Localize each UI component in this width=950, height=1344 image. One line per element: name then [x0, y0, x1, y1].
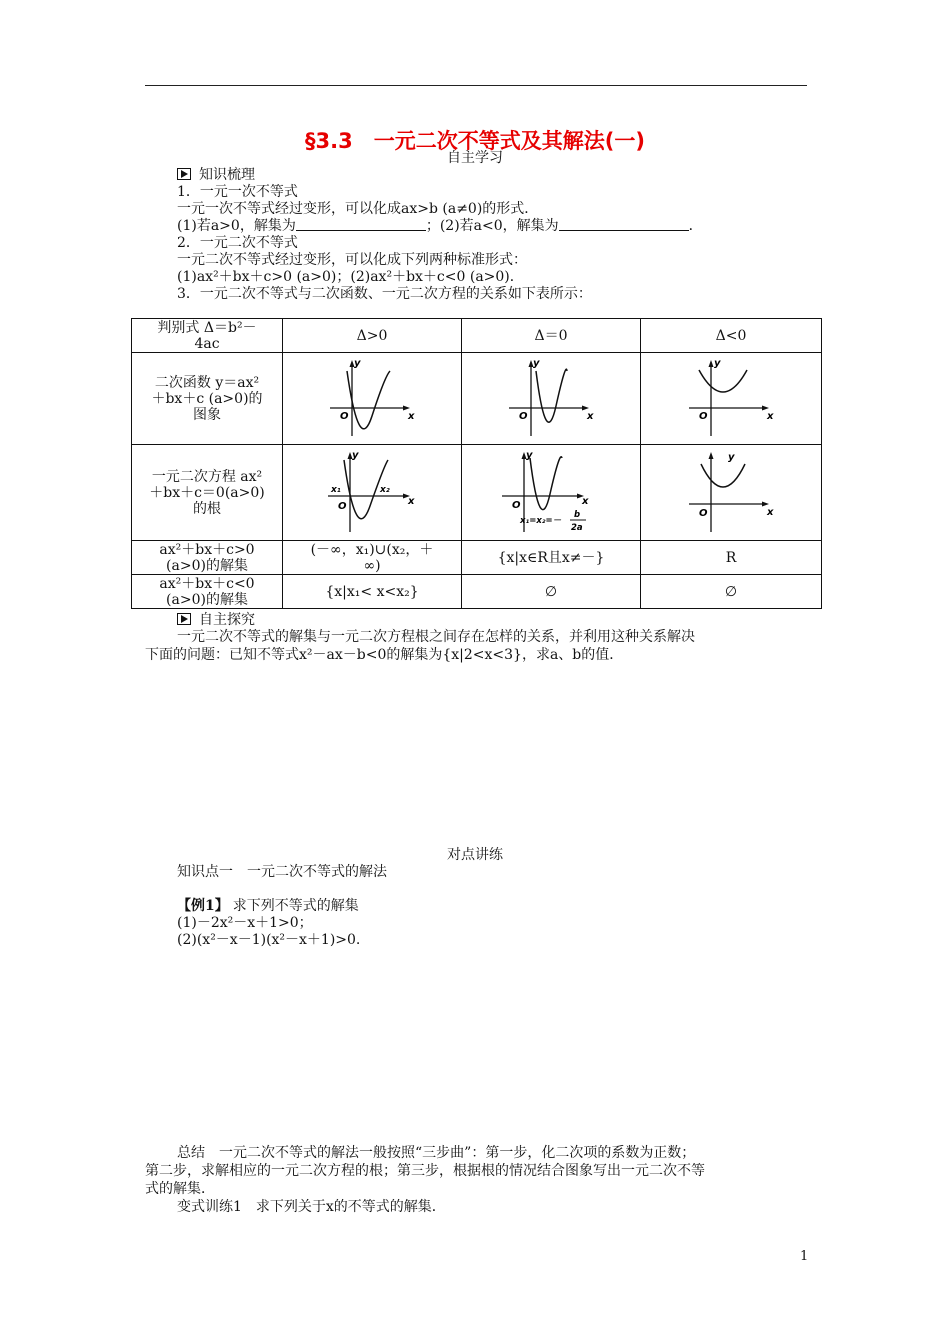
- svg-text:x: x: [408, 410, 415, 422]
- summary-line-3: 式的解集．: [145, 1181, 215, 1197]
- knowledge-point-1: 知识点一 一元二次不等式的解法: [177, 864, 387, 880]
- row-label-roots: 一元二次方程 ax² ＋bx＋c＝0(a>0) 的根: [132, 445, 283, 541]
- svg-text:y: y: [714, 357, 721, 369]
- row-label-gt: ax²＋bx＋c>0 (a>0)的解集: [132, 541, 283, 575]
- knowledge-review-heading: 知识梳理: [177, 167, 255, 183]
- answer-blank[interactable]: [296, 218, 426, 231]
- item2-forms: (1)ax²＋bx＋c>0 (a>0)；(2)ax²＋bx＋c<0 (a>0)．: [177, 269, 524, 285]
- svg-text:2a: 2a: [571, 522, 583, 533]
- svg-text:b: b: [574, 509, 581, 520]
- lt-solution-zero: ∅: [462, 575, 641, 609]
- svg-text:x₁: x₁: [331, 484, 341, 495]
- svg-text:x₁=x₂=－: x₁=x₂=－: [520, 515, 562, 526]
- svg-text:y: y: [526, 449, 533, 461]
- lt-solution-negative: ∅: [641, 575, 822, 609]
- answer-blank[interactable]: [559, 218, 689, 231]
- example-1: 【例1】 求下列不等式的解集: [177, 898, 359, 914]
- item1-text: 一元一次不等式经过变形，可以化成ax>b (a≠0)的形式．: [177, 201, 539, 217]
- svg-text:O: O: [340, 410, 349, 422]
- svg-text:y: y: [533, 357, 540, 369]
- summary-line-1: 总结 一元二次不等式的解法一般按照“三步曲”：第一步，化二次项的系数为正数；: [177, 1145, 696, 1161]
- gt-solution-positive: (－∞，x₁)∪(x₂，＋ ∞): [283, 541, 462, 575]
- svg-text:O: O: [699, 507, 708, 519]
- page-number: 1: [800, 1249, 809, 1264]
- header-delta-zero: Δ＝0: [462, 319, 641, 353]
- play-icon: [177, 168, 191, 180]
- header-rule: [145, 85, 807, 86]
- roots-two: [283, 445, 462, 541]
- svg-text:x₂: x₂: [380, 484, 390, 495]
- svg-text:x: x: [582, 495, 589, 507]
- svg-text:y: y: [354, 357, 361, 369]
- example-1-item-1: (1)－2x²－x＋1>0；: [177, 915, 313, 931]
- svg-text:x: x: [767, 410, 774, 422]
- svg-text:O: O: [699, 410, 708, 422]
- play-icon: [177, 613, 191, 625]
- svg-text:O: O: [519, 410, 528, 422]
- row-label-graph: 二次函数 y＝ax² ＋bx＋c (a>0)的 图象: [132, 353, 283, 445]
- roots-none: [641, 445, 822, 541]
- section-self-study: 自主学习: [447, 150, 503, 166]
- svg-text:x: x: [767, 506, 774, 518]
- svg-text:x: x: [408, 495, 415, 507]
- header-delta-negative: Δ<0: [641, 319, 822, 353]
- gt-solution-zero: {x|x∈R且x≠－}: [462, 541, 641, 575]
- svg-text:y: y: [352, 449, 359, 461]
- gt-solution-negative: R: [641, 541, 822, 575]
- variant-training-1: 变式训练1 求下列关于x的不等式的解集．: [177, 1199, 446, 1215]
- relation-table: [131, 318, 822, 609]
- svg-text:x: x: [587, 410, 594, 422]
- graph-one-root: [462, 353, 641, 445]
- section-practice: 对点讲练: [447, 847, 503, 863]
- lt-solution-positive: {x|x₁< x<x₂}: [283, 575, 462, 609]
- self-explore-heading: 自主探究: [177, 612, 255, 628]
- item2-title: 2．一元二次不等式: [177, 235, 298, 251]
- row-label-lt: ax²＋bx＋c<0 (a>0)的解集: [132, 575, 283, 609]
- item3-title: 3．一元二次不等式与二次函数、一元二次方程的关系如下表所示：: [177, 286, 592, 302]
- item2-text: 一元二次不等式经过变形，可以化成下列两种标准形式：: [177, 252, 527, 268]
- self-explore-text-2: 下面的问题：已知不等式x²－ax－b<0的解集为{x|2<x<3}，求a、b的值．: [145, 647, 624, 663]
- svg-text:y: y: [728, 451, 735, 463]
- example-1-item-2: (2)(x²－x－1)(x²－x＋1)>0.: [177, 932, 361, 948]
- svg-text:O: O: [512, 499, 521, 511]
- header-discriminant: 判别式 Δ＝b²－ 4ac: [132, 319, 283, 353]
- header-delta-positive: Δ>0: [283, 319, 462, 353]
- page-title: §3.3 一元二次不等式及其解法(一): [305, 129, 645, 153]
- item1-cases: (1)若a>0，解集为 ；(2)若a<0，解集为 ．: [177, 218, 703, 234]
- self-explore-text-1: 一元二次不等式的解集与一元二次方程根之间存在怎样的关系，并利用这种关系解决: [177, 629, 695, 645]
- graph-two-roots: [283, 353, 462, 445]
- item1-title: 1．一元一次不等式: [177, 184, 298, 200]
- summary-line-2: 第二步，求解相应的一元二次方程的根；第三步，根据根的情况结合图象写出一元二次不等: [145, 1163, 705, 1179]
- svg-text:O: O: [338, 500, 347, 512]
- roots-double: [462, 445, 641, 541]
- graph-no-root: [641, 353, 822, 445]
